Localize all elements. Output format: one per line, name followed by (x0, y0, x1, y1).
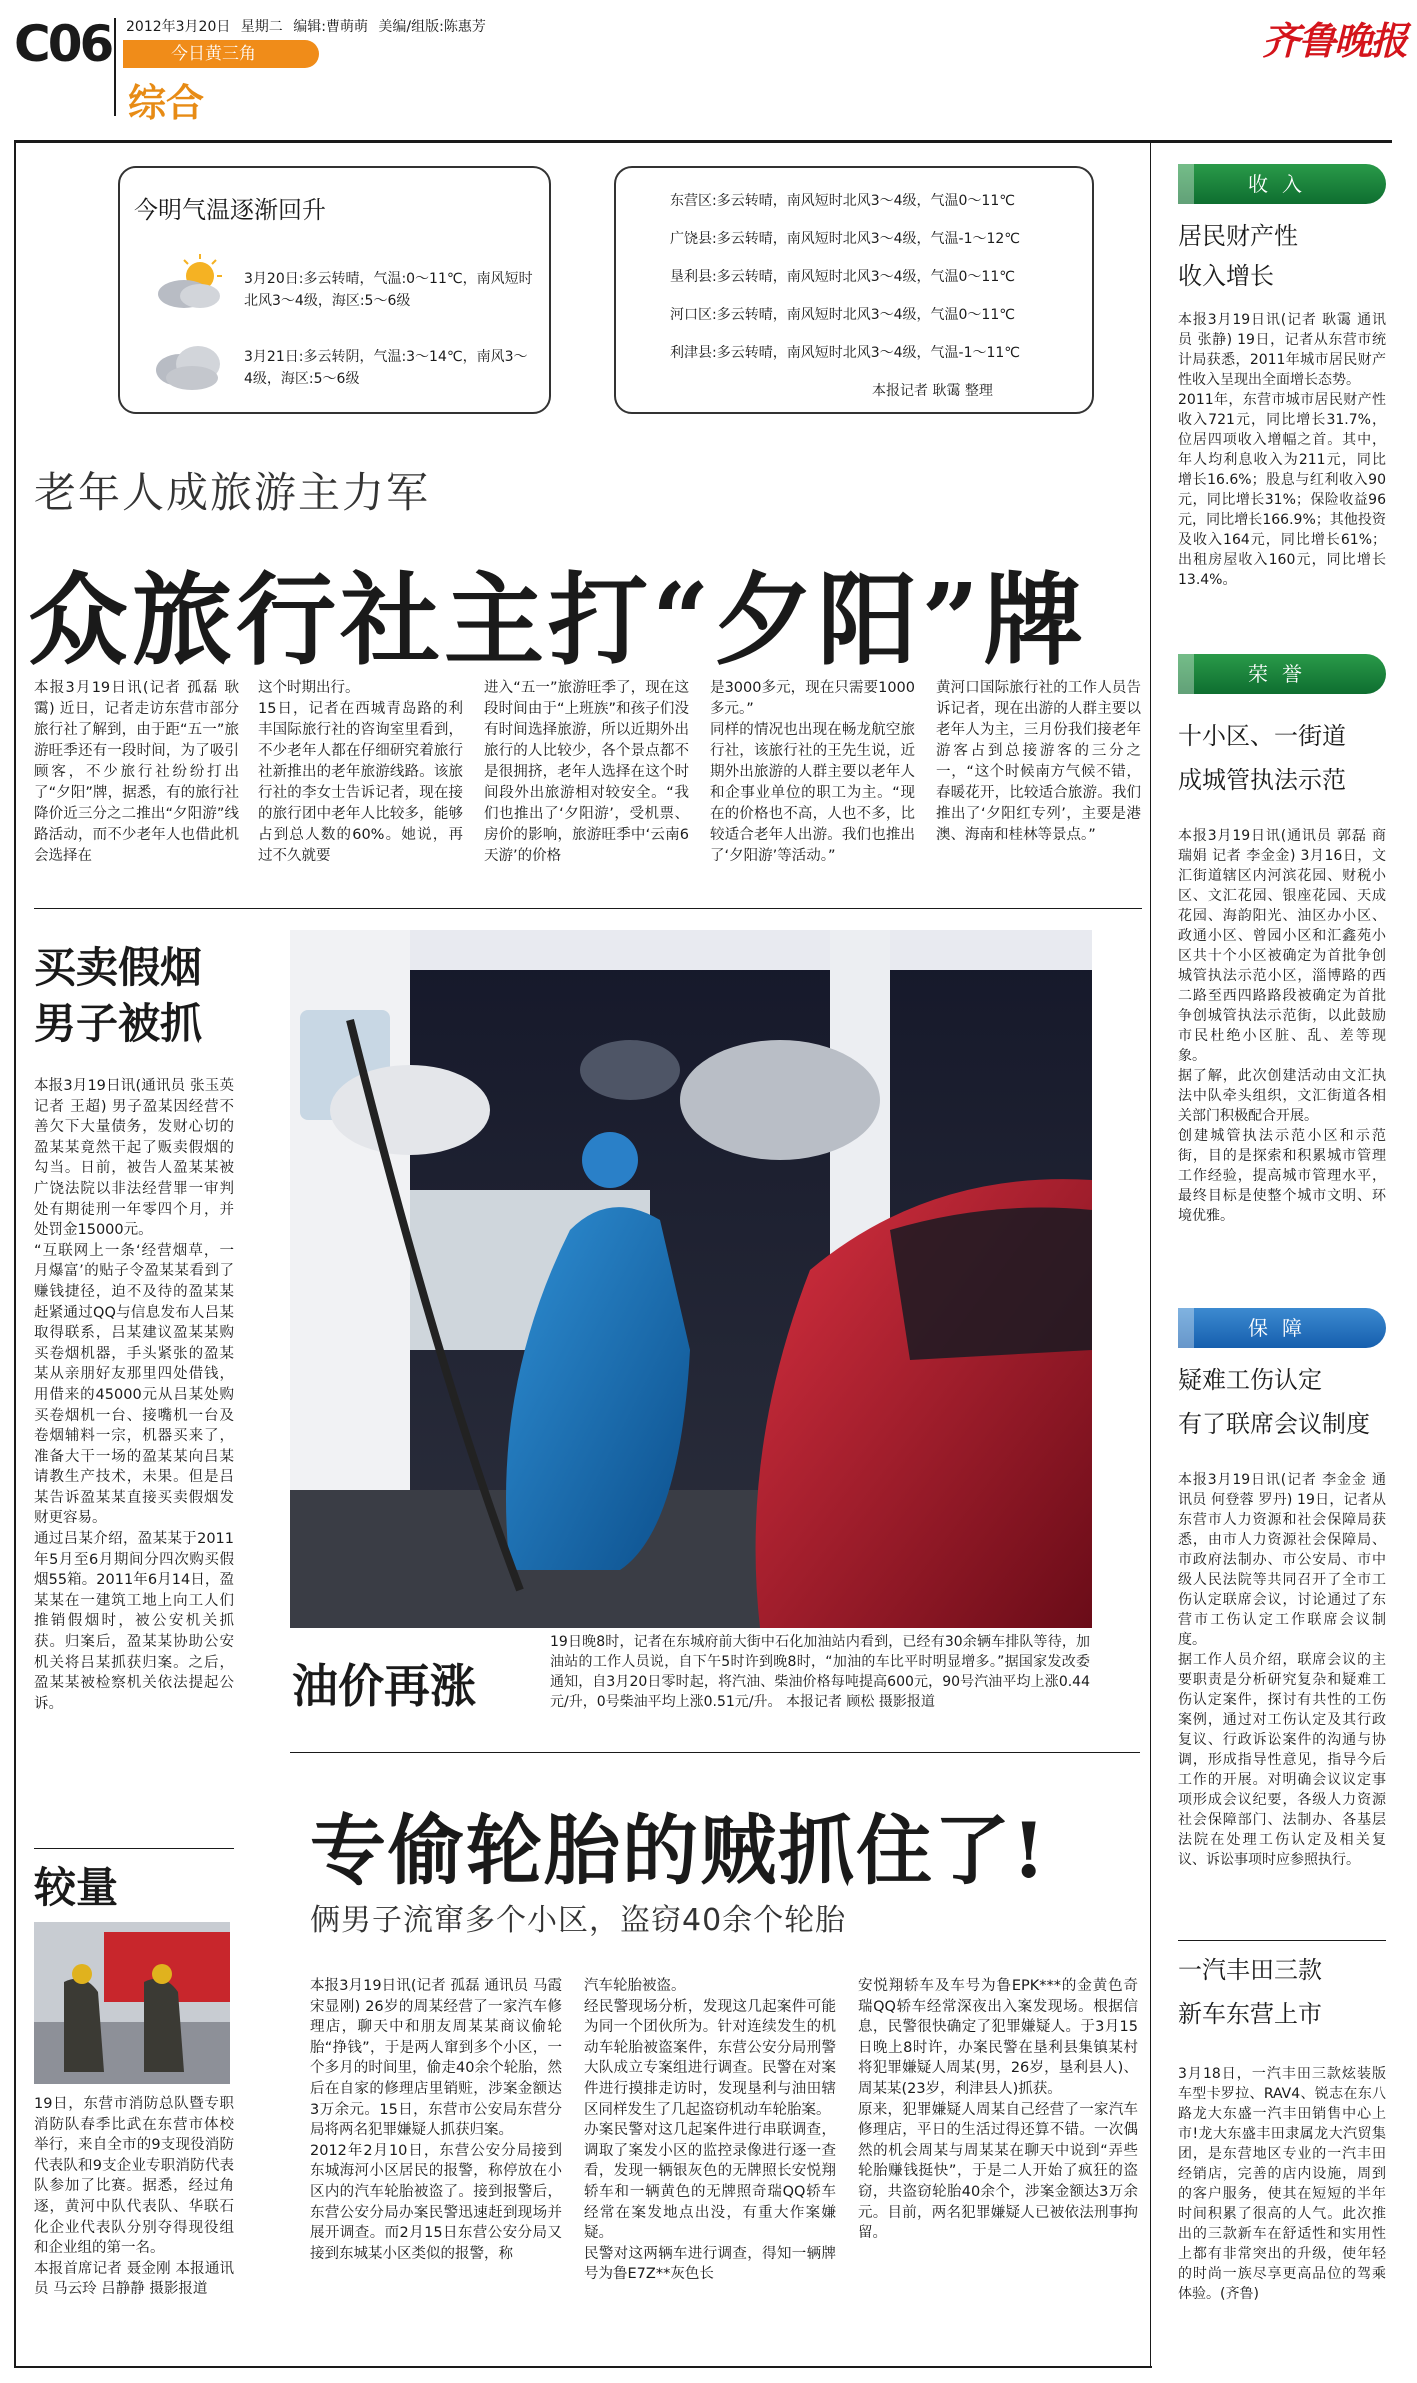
fire-drill-photo (34, 1922, 230, 2084)
fake-title-line2: 男子被抓 (34, 999, 203, 1048)
fake-bottom-rule (34, 1848, 234, 1849)
honor-body: 本报3月19日讯(通讯员 郭磊 商瑞娟 记者 李金金) 3月16日，文汇街道辖区内河滨花园、财税小区、文汇花园、银座花园、天成花园、海韵阳光、油区办小区、政通小区、曾园小区和汇鑫苑小区共十个小区被确定为首批争创城管执法示范小区，淄博路的西二路至西四路路段被确定为首批争创城管执法示范街，以此鼓励市民杜绝小区脏、乱、差等现象。 据了解，此次创建活动由文汇执法中队牵头组织，文汇街道各相关部门积极配合开展。 创建城管执法示范小区和示范街，目的是探索和积累城市管理工作经验，提高城市管理水平，最终目标是使整个城市文明、环境优雅。 (1178, 828, 1386, 1224)
edition-meta: 2012年3月20日 星期二 编辑:曹萌萌 美编/组版:陈惠芳 (126, 19, 486, 35)
oil-title: 油价再涨 (292, 1659, 476, 1713)
income-head-line1: 居民财产性 (1178, 222, 1298, 250)
section-tag: 今日黄三角 (123, 40, 319, 68)
protect-body: 本报3月19日讯(记者 李金金 通讯员 何登蓉 罗丹) 19日，记者从东营市人力资源和社会保障局获悉，由市人力资源社会保障局、市政府法制办、市公安局、市中级人民法院等共同召开了全市工伤认定联席会议，讨论通过了东营市工伤认定工作联席会议制度。 据工作人员介绍，联席会议的主要职责是分析研究复杂和疑难工伤认定案件，探讨有共性的工伤案例，通过对工伤认定及其行政复议、行政诉讼案件的沟通与协调，形成指导性意见，指导今后工作的开展。对明确会议议定事项形成会议纪要，各级人力资源社会保障部门、法制办、各基层法院在处理工伤认定及相关复议、诉讼事项时应参照执行。 (1178, 1472, 1386, 1868)
sun-cloud-icon (150, 254, 230, 314)
lead-col-1: 本报3月19日讯(记者 孤磊 耿霭) 近日，记者走访东营市部分旅行社了解到，由于距“五一”旅游旺季还有一段时间，为了吸引顾客，不少旅行社纷纷打出了“夕阳”牌，据悉，有的旅行社降价近三分之二推出“夕阳游”线路活动，而不少老年人也借此机会选择在 (34, 680, 239, 864)
city-weather-line: 垦利县:多云转晴，南风短时北风3～4级，气温0～11℃ (670, 269, 1015, 285)
lead-headline: 众旅行社主打“夕阳”牌 (28, 561, 1088, 679)
drill-body: 19日，东营市消防总队暨专职消防队春季比武在东营市体校举行，来自全市的9支现役消防代表队和9支企业专职消防代表队参加了比赛。据悉，经过角逐，黄河中队代表队、华联石化企业代表队分别夺得现役组和企业组的第一名。 本报首席记者 聂金刚 本报通讯员 马云玲 吕静静 摄影报道 (34, 2096, 234, 2298)
lead-bottom-rule (34, 908, 1142, 909)
weather-credit: 本报记者 耿霭 整理 (872, 383, 993, 399)
fake-body: 本报3月19日讯(通讯员 张玉英 记者 王超) 男子盈某因经营不善欠下大量债务，发财心切的盈某某竟然干起了贩卖假烟的勾当。日前，被告人盈某某被广饶法院以非法经营罪一审判处有期徒刑一年零四个月，并处罚金15000元。 “互联网上一条‘经营烟草，一月爆富’的贴子令盈某某看到了赚钱捷径，迫不及待的盈某某赶紧通过QQ与信息发布人吕某取得联系，吕某建议盈某某购买卷烟机器，手头紧张的盈某某从亲朋好友那里四处借钱，用借来的45000元从吕某处购买卷烟机一台、接嘴机一台及卷烟辅料一宗，机器买来了，准备大干一场的盈某某向吕某请教生产技术，未果。但是吕某告诉盈某某直接买卖假烟发财更容易。 通过吕某介绍，盈某某于2011年5月至6月期间分四次购买假烟55箱。2011年6月14日，盈某某在一建筑工地上向工人们推销假烟时，被公安机关抓获。归案后，盈某某协助公安机关将吕某抓获归案。之后，盈某某被检察机关依法提起公诉。 (34, 1078, 234, 1712)
masthead-logo: 齐鲁晚报 (1262, 19, 1407, 63)
county-weather-box (614, 166, 1094, 414)
weather-forecast-box (118, 166, 551, 414)
cloud-icon (150, 336, 230, 396)
tab-honor: 荣誉 (1178, 654, 1386, 694)
income-body: 本报3月19日讯(记者 耿霭 通讯员 张静) 19日，记者从东营市统计局获悉，2011年城市居民财产性收入呈现出全面增长态势。 2011年，东营市城市居民财产性收入721元，同比增长31.7%，位居四项收入增幅之首。其中，年人均利息收入为211元，同比增长16.6%；股息与红利收入90元，同比增长31%；保险收益96元，同比增长166.9%；其他投资及收入164元，同比增长61%；出租房屋收入160元，同比增长13.4%。 (1178, 312, 1386, 588)
drill-title: 较量 (34, 1863, 119, 1912)
car-head-line1: 一汽丰田三款 (1178, 1956, 1322, 1984)
lead-col-4: 是3000多元，现在只需要1000多元。” 同样的情况也出现在畅龙航空旅行社，该旅行社的王先生说，近期外出旅游的人群主要以老年人和企事业单位的职工为主。“现在的价格也不高，人也不多，比较适合老年人出游。我们也推出了‘夕阳游’等活动。” (710, 680, 915, 864)
gas-station-photo (290, 930, 1092, 1628)
weather-title: 今明气温逐渐回升 (134, 196, 326, 224)
tire-col-1: 本报3月19日讯(记者 孤磊 通讯员 马霞 宋显刚) 26岁的周某经营了一家汽车修理店，聊天中和朋友周某某商议偷轮胎“挣钱”，于是两人窜到多个小区，一个多月的时间里，偷走40余个轮胎，然后在自家的修理店里销赃，涉案金额达3万余元。15日，东营市公安局东营分局将两名犯罪嫌疑人抓获归案。 2012年2月10日，东营公安分局接到东城海河小区居民的报警，称停放在小区内的汽车轮胎被盗了。接到报警后，东营公安分局办案民警迅速赶到现场并展开调查。而2月15日东营公安分局又接到东城某小区类似的报警，称 (310, 1978, 562, 2262)
tire-col-3: 安悦翔轿车及车号为鲁EPK***的金黄色奇瑞QQ轿车经常深夜出入案发现场。根据信息，民警很快确定了犯罪嫌疑人。于3月15日晚上8时许，办案民警在垦利县集镇某村将犯罪嫌疑人周某(男，26岁，垦利县人)、周某某(23岁，利津县人)抓获。 原来，犯罪嫌疑人周某自己经营了一家汽车修理店，平日的生活过得还算不错。一次偶然的机会周某与周某某在聊天中说到“弄些轮胎赚钱挺快”，于是二人开始了疯狂的盗窃，共盗窃轮胎40余个，涉案金额达3万余元。目前，两名犯罪嫌疑人已被依法刑事拘留。 (858, 1978, 1138, 2242)
right-divider (1178, 1940, 1386, 1941)
oil-photo-caption: 19日晚8时，记者在东城府前大街中石化加油站内看到，已经有30余辆车排队等待，加油站的工作人员说，自下午5时许到晚8时，“加油的车比平时明显增多。”据国家发改委通知，自3月20日零时起，将汽油、柴油价格每吨提高600元，90号汽油平均上涨0.44元/升，0号柴油平均上涨0.51元/升。 本报记者 顾松 摄影报道 (550, 1634, 1090, 1710)
bottom-rule (14, 2366, 1152, 2368)
tab-protect: 保障 (1178, 1308, 1386, 1348)
lead-col-3: 进入“五一”旅游旺季了，现在这段时间由于“上班族”和孩子们没有时间选择旅游，所以近期外出旅行的人比较少，各个景点都不是很拥挤，老年人选择在这个时间段外出旅游相对较安全。“我们也推出了‘夕阳游’，受机票、房价的影响，旅游旺季中‘云南6天游’的价格 (484, 680, 689, 864)
car-body: 3月18日，一汽丰田三款炫装版车型卡罗拉、RAV4、锐志在东八路龙大东盛一汽丰田销售中心上市!龙大东盛丰田隶属龙大汽贸集团，是东营地区专业的一汽丰田经销店，完善的店内设施，周到的客户服务，使其在短短的半年时间积累了很高的人气。此次推出的三款新车在舒适性和实用性上都有非常突出的升级，使年轻的时尚一族尽享更高品位的驾乘体验。(齐鲁) (1178, 2066, 1386, 2302)
tire-col-2: 汽车轮胎被盗。 经民警现场分析，发现这几起案件可能为同一个团伙所为。针对连续发生的机动车轮胎被盗案件，东营公安分局刑警大队成立专案组进行调查。民警在对案件进行摸排走访时，发现垦利与油田辖区同样发生了几起盗窃机动车轮胎案。 办案民警对这几起案件进行串联调查，调取了案发小区的监控录像进行逐一查看，发现一辆银灰色的无牌照长安悦翔轿车和一辆黄色的无牌照奇瑞QQ轿车经常在案发地点出没，有重大作案嫌疑。 民警对这两辆车进行调查，得知一辆牌号为鲁E7Z**灰色长 (584, 1978, 836, 2283)
lead-col-5: 黄河口国际旅行社的工作人员告诉记者，现在出游的人群主要以老年人为主，三月份我们接老年游客占到总接游客的三分之一，“这个时候南方气候不错，春暖花开，比较适合旅游。我们推出了‘夕阳红专列’，主要是港澳、海南和桂林等景点。” (936, 680, 1141, 843)
fake-title-line1: 买卖假烟 (34, 943, 203, 992)
protect-head-line1: 疑难工伤认定 (1178, 1366, 1322, 1394)
income-head-line2: 收入增长 (1178, 262, 1274, 290)
city-weather-line: 利津县:多云转晴，南风短时北风3～4级，气温-1～11℃ (670, 345, 1021, 361)
header-divider (114, 18, 116, 116)
section-title: 综合 (128, 81, 205, 125)
lead-col-2: 这个时期出行。 15日，记者在西城青岛路的利丰国际旅行社的咨询室里看到，不少老年人都在仔细研究着旅行社新推出的老年旅游线路。该旅行社的李女士告诉记者，现在接的旅行团中老年人比较多，能够占到总人数的60%。她说，再过不久就要 (258, 680, 463, 864)
honor-head-line1: 十小区、一街道 (1178, 722, 1346, 750)
oil-bottom-rule (290, 1752, 1140, 1753)
tab-income: 收入 (1178, 164, 1386, 204)
tire-subheadline: 俩男子流窜多个小区，盗窃40余个轮胎 (310, 1903, 847, 1938)
weather-day1: 3月20日:多云转晴，气温:0～11℃，南风短时北风3～4级，海区:5～6级 (244, 271, 533, 309)
tire-headline: 专偷轮胎的贼抓住了! (310, 1806, 1048, 1895)
city-weather-line: 河口区:多云转晴，南风短时北风3～4级，气温0～11℃ (670, 307, 1015, 323)
right-column-divider (1150, 143, 1151, 2368)
city-weather-line: 东营区:多云转晴，南风短时北风3～4级，气温0～11℃ (670, 193, 1015, 209)
top-rule (14, 140, 1392, 143)
honor-head-line2: 成城管执法示范 (1178, 766, 1346, 794)
car-head-line2: 新车东营上市 (1178, 2000, 1322, 2028)
protect-head-line2: 有了联席会议制度 (1178, 1410, 1370, 1438)
lead-kicker: 老年人成旅游主力军 (34, 468, 431, 517)
left-frame (14, 143, 16, 2368)
page-number: C06 (14, 15, 112, 73)
city-weather-line: 广饶县:多云转晴，南风短时北风3～4级，气温-1～12℃ (670, 231, 1021, 247)
weather-day2: 3月21日:多云转阴，气温:3～14℃，南风3～4级，海区:5～6级 (244, 349, 528, 387)
